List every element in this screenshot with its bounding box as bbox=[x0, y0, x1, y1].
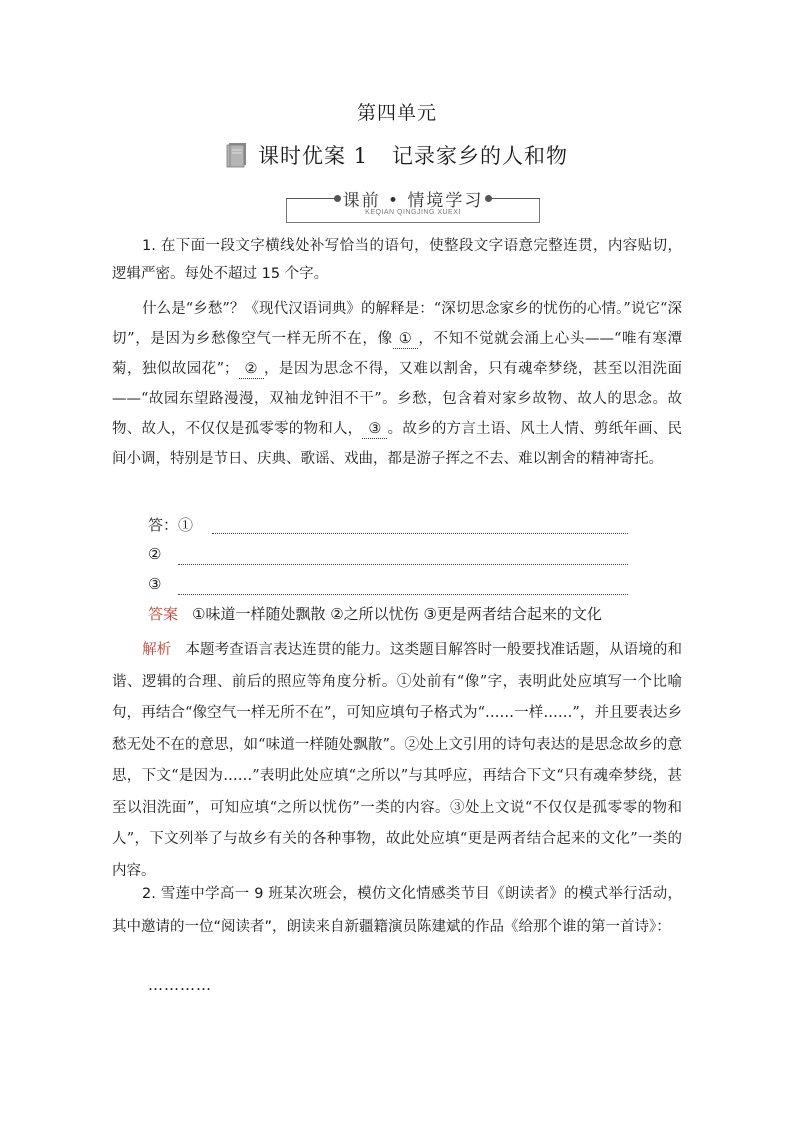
section-label: 课前 • 情境学习 bbox=[342, 191, 484, 211]
question-1-passage: 什么是“乡愁”？《现代汉语词典》的解释是：“深切思念家乡的忧伤的心情。”说它“深切”，是因为乡愁像空气一样无所不在，像 ① ，不知不觉就会涌上心头——“唯有寒潭菊，独似故园花”； ② ，是因为思念不得，又难以割舍，只有魂牵梦绕，甚至以泪洗面——“故园东望路漫漫，双袖龙钟泪不干”。乡愁，包含着对家乡故物、故人的思念。故物、故人，不仅仅是孤零零的物和人， ③ 。故乡的方言土语、风土人情、剪纸年画、民间小调，特别是节日、庆典、歌谣、戏曲，都是游子挥之不去、难以割舍的精神寄托。 bbox=[112, 301, 682, 467]
blank-3: ③ bbox=[362, 420, 387, 439]
answer-line-3[interactable] bbox=[178, 594, 628, 595]
book-icon bbox=[226, 142, 248, 168]
question-1-prompt: 1. 在下面一段文字横线处补写恰当的语句，使整段文字语意完整连贯，内容贴切，逻辑严密。每处不超过 15 个字。 bbox=[112, 238, 682, 282]
answer-row-1 bbox=[148, 514, 638, 538]
unit-title: 第四单元 bbox=[356, 102, 437, 124]
lesson-heading bbox=[0, 140, 794, 170]
section-pinyin: KEQIAN QINGJING XUEXI bbox=[365, 209, 461, 216]
lesson-prefix: 课时优案 1 bbox=[257, 144, 369, 168]
answer-label-3: ③ bbox=[148, 575, 162, 593]
answer-line-2[interactable] bbox=[178, 564, 628, 565]
answer-row-3 bbox=[148, 575, 638, 599]
analysis-text: 本题考查语言表达连贯的能力。这类题目解答时一般要找准话题，从语境的和谐、逻辑的合理、前后的照应等角度分析。①处前有“像”字，表明此处应填写一个比喻句，再结合“像空气一样无所不在”，可知应填句子格式为“……一样……”，并且要表达乡愁无处不在的意思，如“味道一样随处飘散”。②处上文引用的诗句表达的是思念故乡的意思，下文“是因为……”表明此处应填“之所以”与其呼应，再结合下文“只有魂牵梦绕，甚至以泪洗面”，可知应填“之所以忧伤”一类的内容。③处上文说“不仅仅是孤零零的物和人”，下文列举了与故乡有关的各种事物，故此处应填“更是两者结合起来的文化”一类的内容。 bbox=[112, 642, 683, 879]
answer-row-2 bbox=[148, 545, 638, 569]
question-2-prompt: 2. 雪莲中学高一 9 班某次班会，模仿文化情感类节目《朗读者》的模式举行活动，其中邀请的一位“阅读者”，朗读来自新疆籍演员陈建斌的作品《给那个谁的第一首诗》： bbox=[112, 886, 682, 935]
ellipsis: ………… bbox=[148, 976, 212, 994]
answer-key-label: 答案 bbox=[148, 605, 179, 623]
answer-line-1[interactable] bbox=[212, 533, 628, 534]
answer-key bbox=[148, 603, 708, 624]
answer-label-2: ② bbox=[148, 545, 162, 563]
section-banner bbox=[286, 186, 540, 224]
analysis bbox=[112, 635, 682, 887]
blank-2: ② bbox=[239, 360, 264, 379]
answer-label-1: 答：① bbox=[148, 516, 194, 534]
blank-1: ① bbox=[393, 330, 418, 349]
lesson-title: 记录家乡的人和物 bbox=[392, 144, 569, 168]
answer-key-text: ①味道一样随处飘散 ②之所以忧伤 ③更是两者结合起来的文化 bbox=[192, 605, 602, 623]
analysis-label: 解析 bbox=[142, 642, 172, 658]
